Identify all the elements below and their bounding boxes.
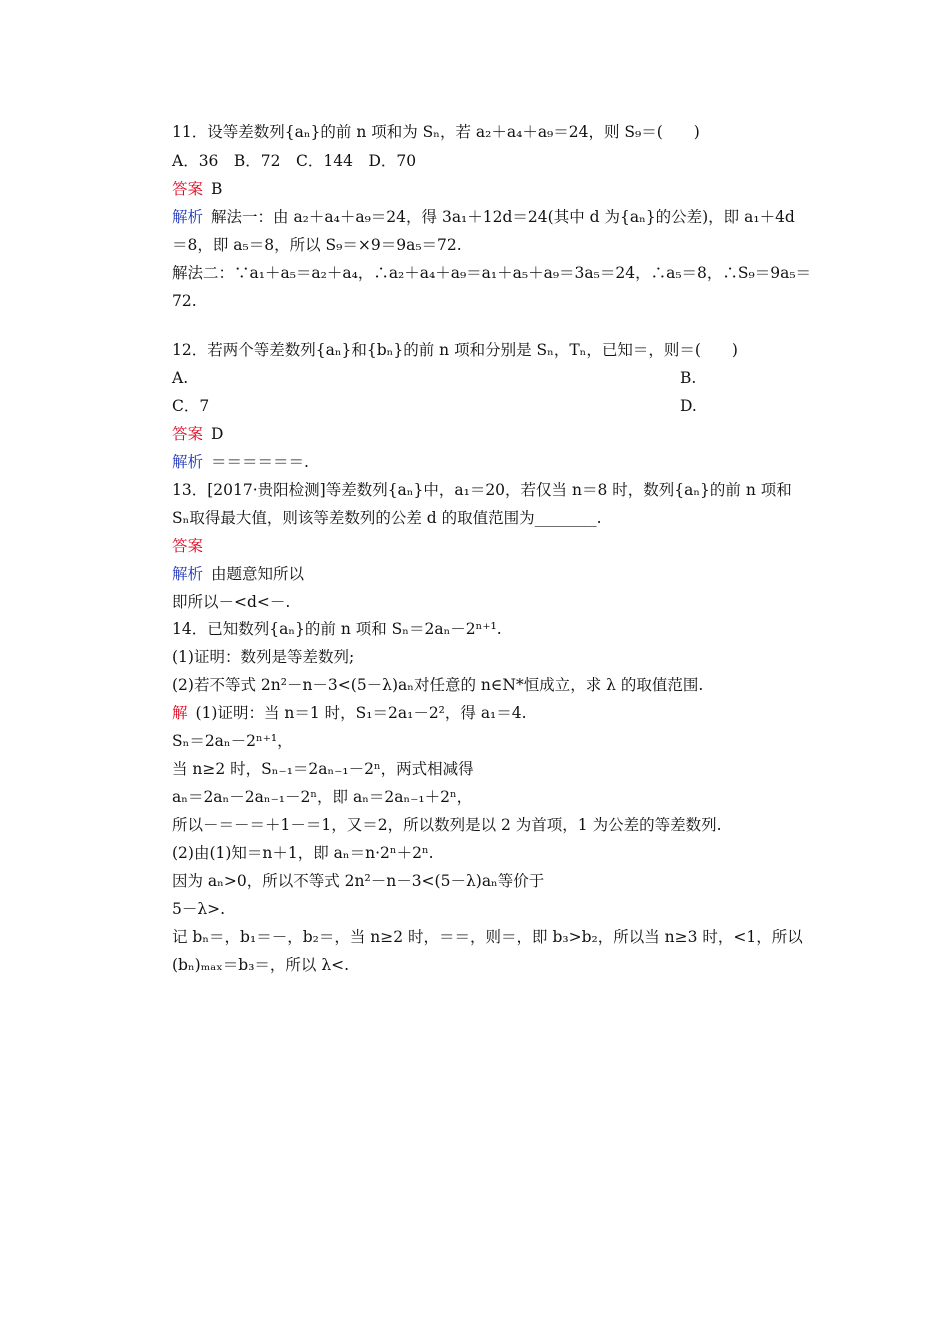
option-c: C．7: [172, 397, 210, 415]
option-b: B.: [680, 369, 697, 387]
analysis-label: 解析: [172, 453, 204, 471]
option-d: D.: [680, 397, 697, 415]
question-14-solution-line-9: 记 bₙ＝，b₁＝－，b₂＝，当 n≥2 时，＝＝，则＝，即 b₃>b₂，所以当 n≥3 时，<1，所以: [172, 928, 803, 946]
question-12-option-row-1: [172, 368, 697, 388]
question-14-solution-line-10: (bₙ)ₘₐₓ＝b₃＝，所以 λ<.: [172, 956, 350, 974]
answer-label: 答案: [172, 180, 204, 198]
option-a: A.: [172, 369, 189, 387]
question-14-part-1: (1)证明：数列是等差数列;: [172, 648, 355, 666]
question-11-analysis-line-1: 解析 解法一：由 a₂＋a₄＋a₉＝24，得 3a₁＋12d＝24(其中 d 为{aₙ}的公差)，即 a₁＋4d: [172, 208, 795, 226]
question-12-answer-line: [172, 424, 223, 444]
question-14-solution-line-4: aₙ＝2aₙ－2aₙ₋₁－2ⁿ，即 aₙ＝2aₙ₋₁＋2ⁿ，: [172, 788, 473, 806]
answer-value: B: [211, 180, 223, 198]
question-13-answer-line: [172, 536, 211, 556]
question-11-analysis-line-2: ＝8，即 a₅＝8，所以 S₉＝×9＝9a₅＝72.: [172, 236, 462, 254]
solution-label: 解: [172, 704, 188, 722]
question-14-solution-line-5: 所以－＝－＝＋1－＝1，又＝2，所以数列是以 2 为首项，1 为公差的等差数列.: [172, 816, 722, 834]
question-12-analysis-line: 解析 ＝＝＝＝＝＝.: [172, 453, 309, 471]
answer-value: D: [211, 425, 224, 443]
question-14-solution-line-8: 5－λ>.: [172, 900, 226, 918]
question-11-stem: 11．设等差数列{aₙ}的前 n 项和为 Sₙ，若 a₂＋a₄＋a₉＝24，则 S₉＝( ): [172, 123, 700, 141]
analysis-label: 解析: [172, 208, 204, 226]
question-12-option-row-2: [172, 396, 697, 416]
question-13-analysis-line-2: 即所以－<d<－.: [172, 593, 291, 611]
question-14-solution-line-6: (2)由(1)知＝n＋1，即 aₙ＝n·2ⁿ＋2ⁿ.: [172, 844, 434, 862]
question-14-solution-line-2: Sₙ＝2aₙ－2ⁿ⁺¹，: [172, 732, 293, 750]
question-14-solution-line-3: 当 n≥2 时，Sₙ₋₁＝2aₙ₋₁－2ⁿ，两式相减得: [172, 760, 474, 778]
question-14-stem: 14．已知数列{aₙ}的前 n 项和 Sₙ＝2aₙ－2ⁿ⁺¹.: [172, 620, 502, 638]
question-14-part-2: (2)若不等式 2n²－n－3<(5－λ)aₙ对任意的 n∈N*恒成立，求 λ 的取值范围.: [172, 676, 704, 694]
question-14-solution-line-7: 因为 aₙ>0，所以不等式 2n²－n－3<(5－λ)aₙ等价于: [172, 872, 545, 890]
analysis-label: 解析: [172, 565, 204, 583]
question-13-stem-line-2: Sₙ取得最大值，则该等差数列的公差 d 的取值范围为________.: [172, 509, 602, 527]
question-11-answer-line: [172, 179, 222, 199]
question-11-analysis-line-4: 72.: [172, 292, 197, 310]
question-11-options: A．36 B．72 C．144 D．70: [172, 152, 417, 170]
answer-label: 答案: [172, 425, 204, 443]
question-11-analysis-line-3: 解法二：∵a₁＋a₅＝a₂＋a₄，∴a₂＋a₄＋a₉＝a₁＋a₅＋a₉＝3a₅＝24，∴a₅＝8，∴S₉＝9a₅＝: [172, 264, 812, 282]
question-13-stem-line-1: 13．[2017·贵阳检测]等差数列{aₙ}中，a₁＝20，若仅当 n＝8 时，数列{aₙ}的前 n 项和: [172, 481, 792, 499]
answer-label: 答案: [172, 537, 204, 555]
question-13-analysis-line-1: 解析 由题意知所以: [172, 565, 305, 583]
question-12-stem: 12．若两个等差数列{aₙ}和{bₙ}的前 n 项和分别是 Sₙ，Tₙ，已知＝，则＝( ): [172, 341, 738, 359]
question-14-solution-line-1: 解 (1)证明：当 n＝1 时，S₁＝2a₁－2²，得 a₁＝4.: [172, 704, 527, 722]
